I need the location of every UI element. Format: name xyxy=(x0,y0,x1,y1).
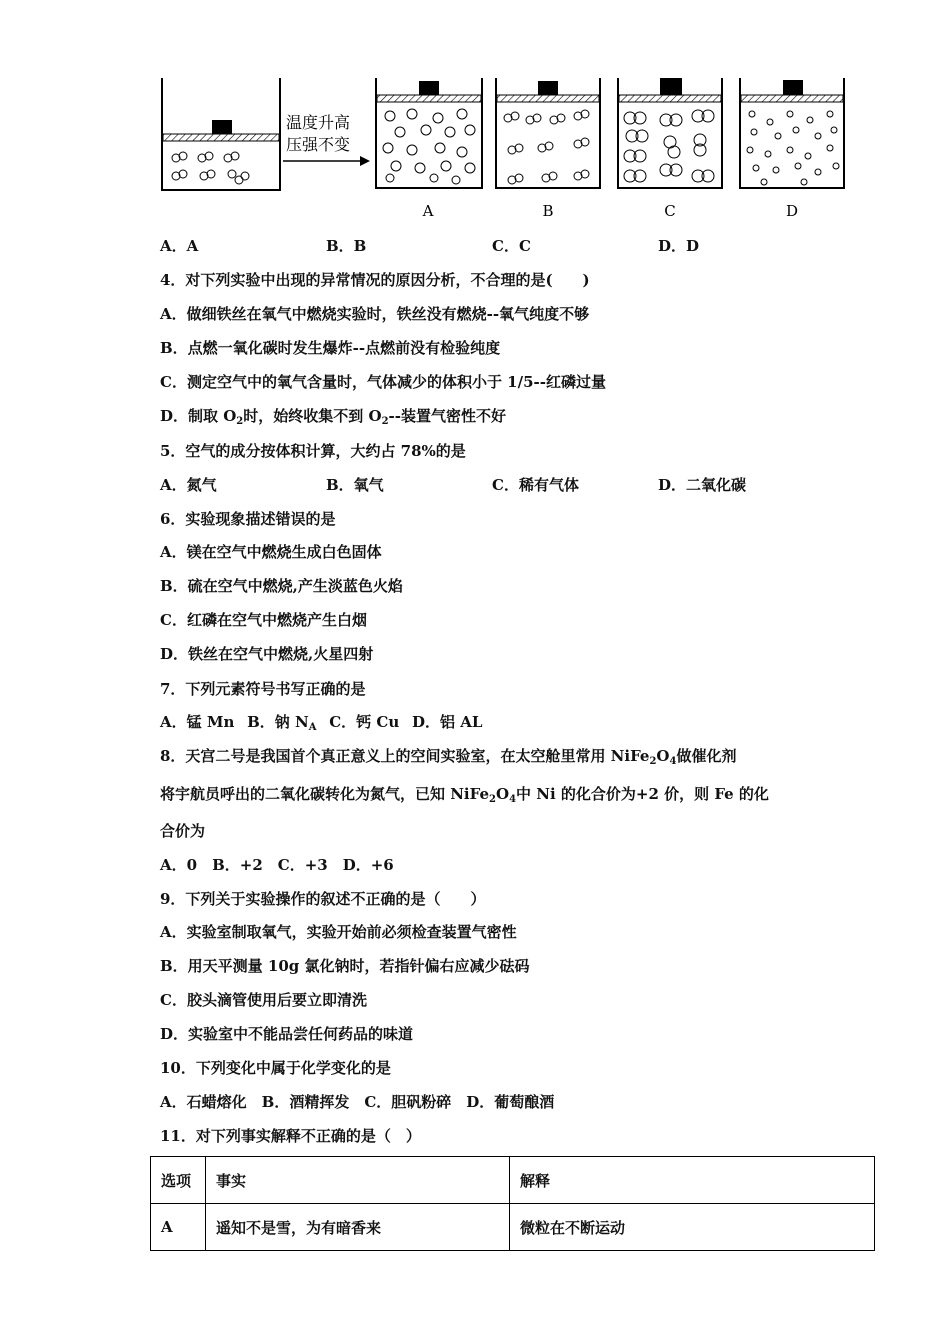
q3-option-a[interactable]: A．A xyxy=(160,237,199,255)
original-weight xyxy=(212,120,232,134)
table-header-fact: 事实 xyxy=(206,1157,510,1204)
q6-option-d[interactable]: D．铁丝在空气中燃烧,火星四射 xyxy=(160,645,374,663)
table-cell-fact: 遥知不是雪，为有暗香来 xyxy=(206,1204,510,1251)
q11-stem: 11．对下列事实解释不正确的是（ ） xyxy=(160,1127,421,1145)
q8-line1 xyxy=(160,746,736,772)
q5-option-c[interactable]: C．稀有气体 xyxy=(492,476,579,494)
q9-stem: 9．下列关于实验操作的叙述不正确的是（ ） xyxy=(160,890,486,908)
container-d xyxy=(740,78,844,220)
table-header-row xyxy=(151,1157,875,1204)
q9-option-a[interactable]: A．实验室制取氧气，实验开始前必须检查装置气密性 xyxy=(160,923,517,941)
table-header-option: 选项 xyxy=(151,1157,206,1204)
q6-option-a[interactable]: A．镁在空气中燃烧生成白色固体 xyxy=(160,543,382,561)
q7-option-d[interactable]: D．铝 AL xyxy=(411,713,483,731)
q7-b-sub: A xyxy=(308,722,317,733)
q10-stem: 10．下列变化中属于化学变化的是 xyxy=(160,1059,391,1077)
q5-stem: 5．空气的成分按体积计算，大约占 78%的是 xyxy=(160,442,466,460)
original-molecules xyxy=(172,152,249,184)
q8-l2-mid: O xyxy=(495,785,510,803)
original-piston xyxy=(163,134,279,141)
q7-stem: 7．下列元素符号书写正确的是 xyxy=(160,680,366,698)
table-cell-explanation: 微粒在不断运动 xyxy=(510,1204,875,1251)
q5-option-d[interactable]: D．二氧化碳 xyxy=(658,476,747,494)
container-a xyxy=(376,78,482,220)
label-a: A xyxy=(422,202,434,220)
q8-l2-pre: 将宇航员呼出的二氧化碳转化为氮气，已知 NiFe xyxy=(160,785,490,803)
q9-option-c[interactable]: C．胶头滴管使用后要立即清洗 xyxy=(160,991,367,1009)
q7-option-a[interactable]: A．锰 Mn xyxy=(160,713,235,731)
q4-d-sub2: 2 xyxy=(381,416,389,427)
q8-l1-post: 做催化剂 xyxy=(676,747,737,765)
q4-option-d[interactable] xyxy=(160,406,506,432)
q4-stem: 4．对下列实验中出现的异常情况的原因分析，不合理的是( ) xyxy=(160,271,590,289)
q8-l1-sub1: 2 xyxy=(649,756,657,767)
q8-l1-sub2: 4 xyxy=(669,756,677,767)
label-b: B xyxy=(542,202,554,220)
q8-l1-mid: O xyxy=(656,747,670,765)
q8-l2-post: 中 Ni 的化合价为+2 价，则 Fe 的化 xyxy=(516,785,769,803)
arrow-text-line1: 温度升高 xyxy=(286,113,351,132)
q3-option-c[interactable]: C．C xyxy=(492,237,531,255)
q3-option-b[interactable]: B．B xyxy=(326,237,367,255)
q8-l2-sub1: 2 xyxy=(489,794,496,805)
q7-b-pre: B．钠 N xyxy=(247,713,309,731)
q6-stem: 6．实验现象描述错误的是 xyxy=(160,510,336,528)
q4-option-c[interactable]: C．测定空气中的氧气含量时，气体减少的体积小于 1/5--红磷过量 xyxy=(160,373,606,391)
q8-line3: 合价为 xyxy=(160,822,206,840)
q8-options[interactable]: A．0 B．+2 C．+3 D．+6 xyxy=(160,856,394,874)
container-b xyxy=(496,78,600,220)
q8-l1-pre: 8．天宫二号是我国首个真正意义上的空间实验室，在太空舱里常用 NiFe xyxy=(160,747,650,765)
q9-option-d[interactable]: D．实验室中不能品尝任何药品的味道 xyxy=(160,1025,414,1043)
q9-option-b[interactable]: B．用天平测量 10g 氯化钠时，若指针偏右应减少砝码 xyxy=(160,957,530,975)
q6-option-b[interactable]: B．硫在空气中燃烧,产生淡蓝色火焰 xyxy=(160,577,403,595)
container-c xyxy=(618,78,722,220)
arrow-text-line2: 压强不变 xyxy=(286,135,351,154)
q4-option-b[interactable]: B．点燃一氧化碳时发生爆炸--点燃前没有检验纯度 xyxy=(160,339,501,357)
q6-option-c[interactable]: C．红磷在空气中燃烧产生白烟 xyxy=(160,611,367,629)
q10-options[interactable]: A．石蜡熔化 B．酒精挥发 C．胆矾粉碎 D．葡萄酿酒 xyxy=(160,1093,555,1111)
q7-option-c[interactable]: C．钙 Cu xyxy=(329,713,400,731)
q8-l2-sub2: 4 xyxy=(509,794,517,805)
q8-line2 xyxy=(160,784,769,810)
label-c: C xyxy=(664,202,676,220)
q3-option-d[interactable]: D．D xyxy=(658,237,700,255)
q7-options xyxy=(160,712,482,738)
gas-molecule-figure xyxy=(150,70,870,230)
q4-d-sub1: 2 xyxy=(236,416,244,427)
table-header-explanation: 解释 xyxy=(510,1157,875,1204)
q11-table xyxy=(150,1156,875,1251)
q4-d-post: --装置气密性不好 xyxy=(388,407,506,425)
q4-d-mid: 时，始终收集不到 O xyxy=(243,407,382,425)
q7-option-b[interactable] xyxy=(247,713,316,731)
table-row xyxy=(151,1204,875,1251)
q5-option-a[interactable]: A．氮气 xyxy=(160,476,217,494)
q4-d-pre: D．制取 O xyxy=(160,407,237,425)
right-arrow-icon xyxy=(283,156,370,166)
q5-option-b[interactable]: B．氧气 xyxy=(326,476,384,494)
q4-option-a[interactable]: A．做细铁丝在氧气中燃烧实验时，铁丝没有燃烧--氧气纯度不够 xyxy=(160,305,590,323)
label-d: D xyxy=(785,202,799,220)
table-cell-option: A xyxy=(151,1204,206,1251)
